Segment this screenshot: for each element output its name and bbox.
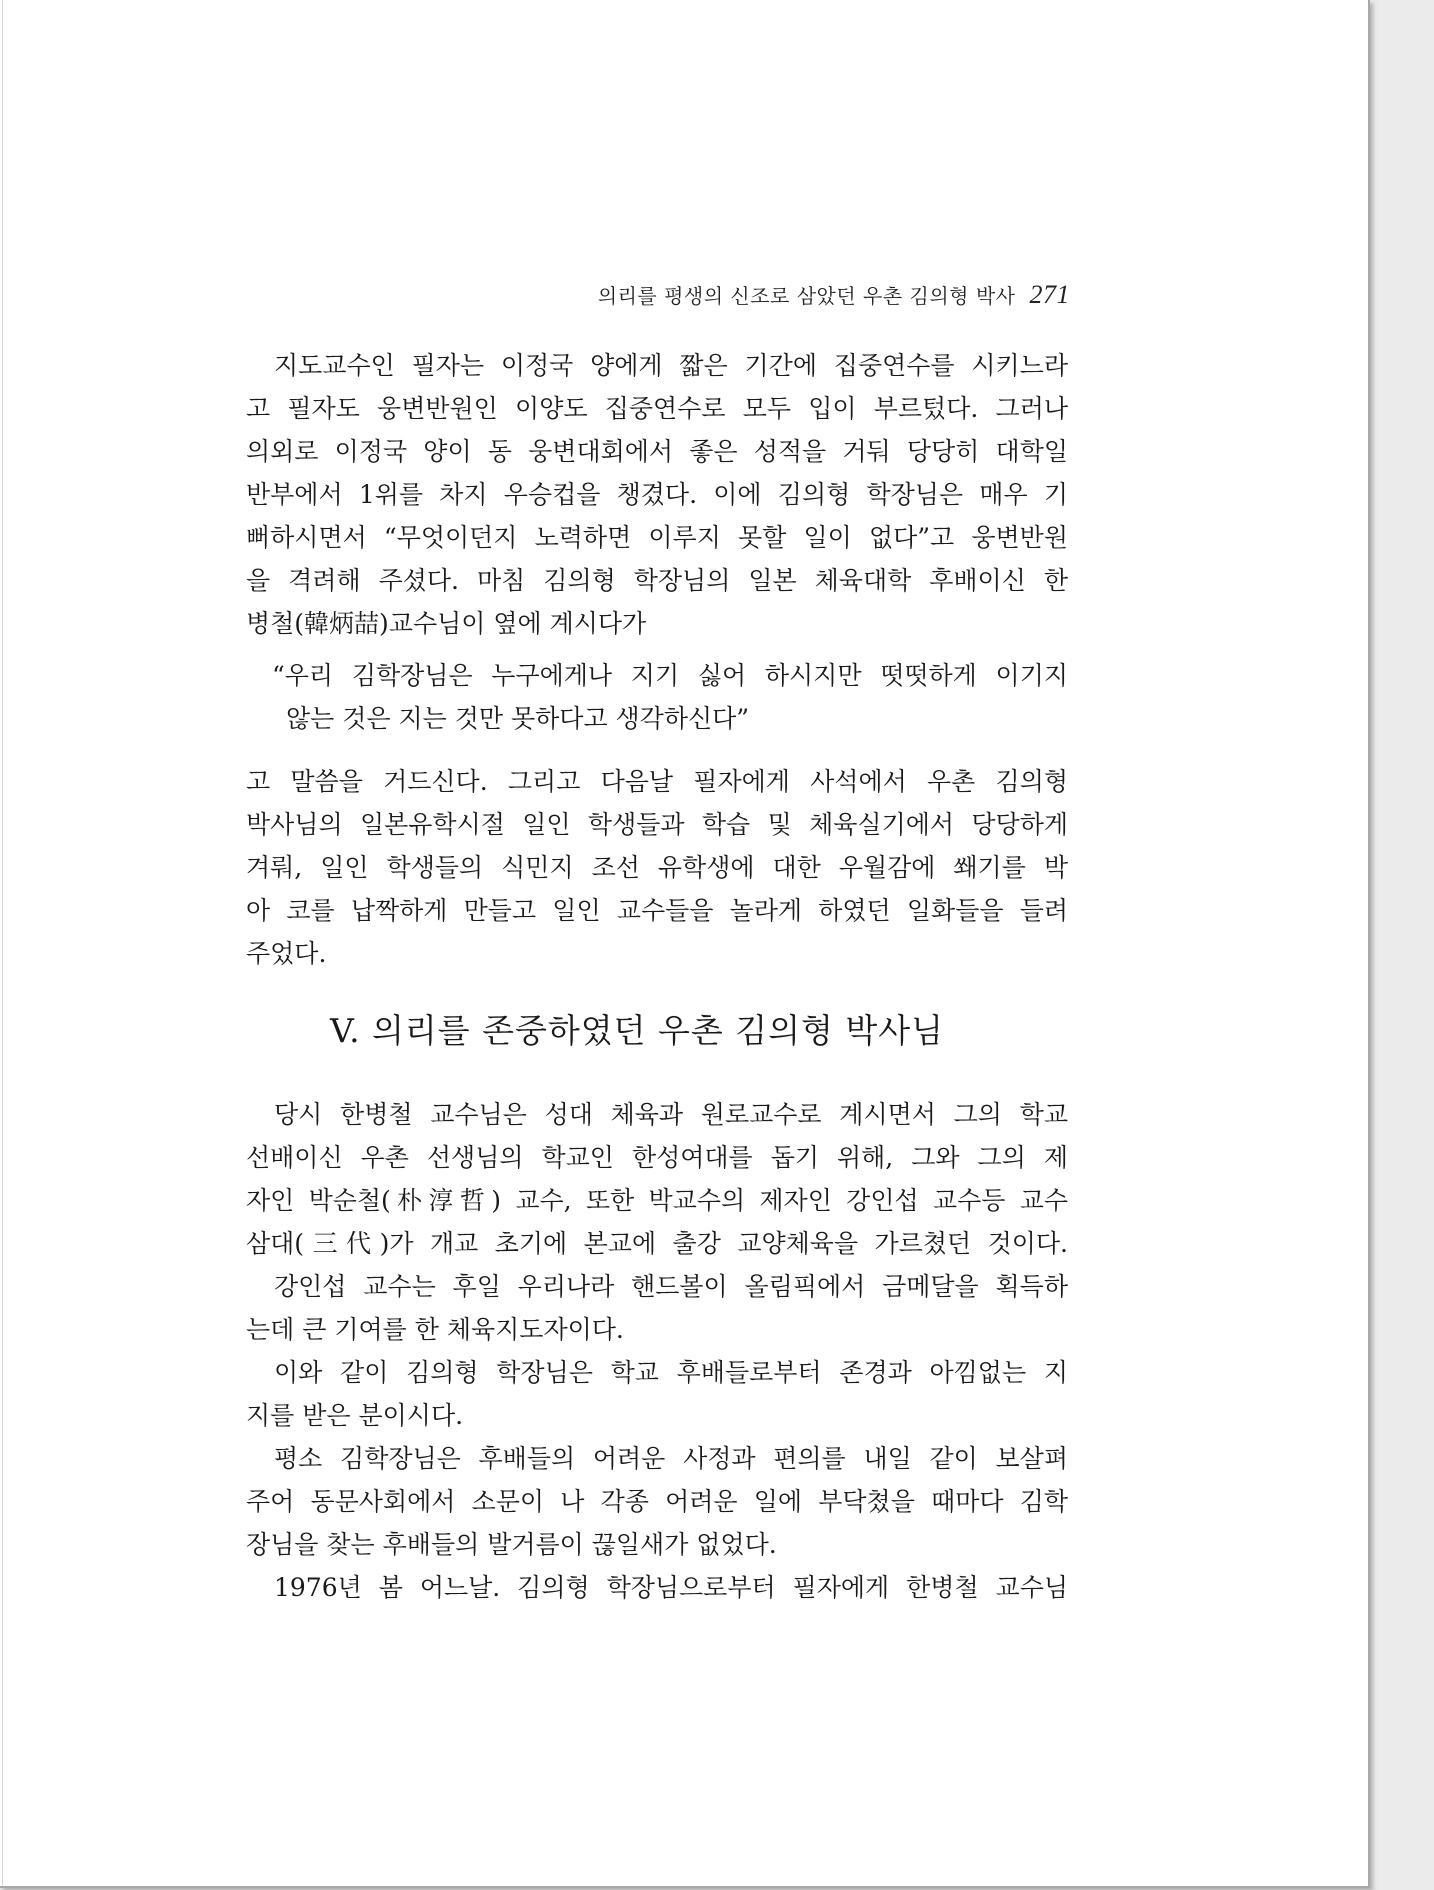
block-quote bbox=[272, 654, 1068, 740]
scan-edge-line bbox=[2, 0, 3, 1886]
text-line: 주었다. bbox=[246, 939, 327, 968]
text-line: 선배이신 우촌 선생님의 학교인 한성여대를 돕기 위해, 그와 그의 제 bbox=[246, 1143, 1068, 1172]
text-line: 박사님의 일본유학시절 일인 학생들과 학습 및 체육실기에서 당당하게 bbox=[246, 810, 1068, 839]
paragraph-2 bbox=[246, 760, 1068, 975]
text-line: 의외로 이정국 양이 동 웅변대회에서 좋은 성적을 거둬 당당히 대학일 bbox=[246, 437, 1068, 466]
text-line: 겨뤄, 일인 학생들의 식민지 조선 유학생에 대한 우월감에 쐐기를 박 bbox=[246, 853, 1068, 882]
text-line: 장님을 찾는 후배들의 발거름이 끊일새가 없었다. bbox=[246, 1530, 777, 1559]
page-number: 271 bbox=[1029, 280, 1070, 309]
text-line: 뻐하시면서 “무엇이던지 노력하면 이루지 못할 일이 없다”고 웅변반원 bbox=[246, 523, 1068, 552]
text-line: 강인섭 교수는 후일 우리나라 핸드볼이 올림픽에서 금메달을 획득하 bbox=[274, 1272, 1068, 1301]
quote-line: 않는 것은 지는 것만 못하다고 생각하신다” bbox=[286, 704, 750, 733]
text-line: 고 필자도 웅변반원인 이양도 집중연수로 모두 입이 부르텄다. 그러나 bbox=[246, 394, 1068, 423]
running-header bbox=[500, 280, 1070, 310]
text-line: 삼대(三代)가 개교 초기에 본교에 출강 교양체육을 가르쳤던 것이다. bbox=[246, 1229, 1068, 1258]
text-line: 이와 같이 김의형 학장님은 학교 후배들로부터 존경과 아낌없는 지 bbox=[274, 1358, 1068, 1387]
text-line: 병철(韓炳喆)교수님이 옆에 계시다가 bbox=[246, 609, 647, 638]
text-line: 지도교수인 필자는 이정국 양에게 짧은 기간에 집중연수를 시키느라 bbox=[274, 351, 1068, 380]
text-line: 아 코를 납짝하게 만들고 일인 교수들을 놀라게 하였던 일화들을 들려 bbox=[246, 896, 1068, 925]
text-line: 자인 박순철(朴淳哲) 교수, 또한 박교수의 제자인 강인섭 교수등 교수 bbox=[246, 1186, 1068, 1215]
text-line: 평소 김학장님은 후배들의 어려운 사정과 편의를 내일 같이 보살펴 bbox=[274, 1444, 1068, 1473]
quote-line: “우리 김학장님은 누구에게나 지기 싫어 하시지만 떳떳하게 이기지 bbox=[272, 661, 1068, 690]
text-line: 주어 동문사회에서 소문이 나 각종 어려운 일에 부닥쳤을 때마다 김학 bbox=[246, 1487, 1068, 1516]
section-heading: V. 의리를 존중하였던 우촌 김의형 박사님 bbox=[330, 1011, 945, 1050]
paragraph-3 bbox=[246, 1093, 1068, 1609]
text-line: 고 말씀을 거드신다. 그리고 다음날 필자에게 사석에서 우촌 김의형 bbox=[246, 767, 1068, 796]
text-line: 지를 받은 분이시다. bbox=[246, 1401, 464, 1430]
text-line: 1976년 봄 어느날. 김의형 학장님으로부터 필자에게 한병철 교수님 bbox=[274, 1573, 1068, 1602]
text-line: 을 격려해 주셨다. 마침 김의형 학장님의 일본 체육대학 후배이신 한 bbox=[246, 566, 1068, 595]
running-title: 의리를 평생의 신조로 삼았던 우촌 김의형 박사 bbox=[597, 284, 1016, 308]
text-line: 는데 큰 기여를 한 체육지도자이다. bbox=[246, 1315, 624, 1344]
text-line: 당시 한병철 교수님은 성대 체육과 원로교수로 계시면서 그의 학교 bbox=[274, 1100, 1068, 1129]
paragraph-1 bbox=[246, 344, 1068, 645]
text-line: 반부에서 1위를 차지 우승컵을 챙겼다. 이에 김의형 학장님은 매우 기 bbox=[246, 480, 1068, 509]
